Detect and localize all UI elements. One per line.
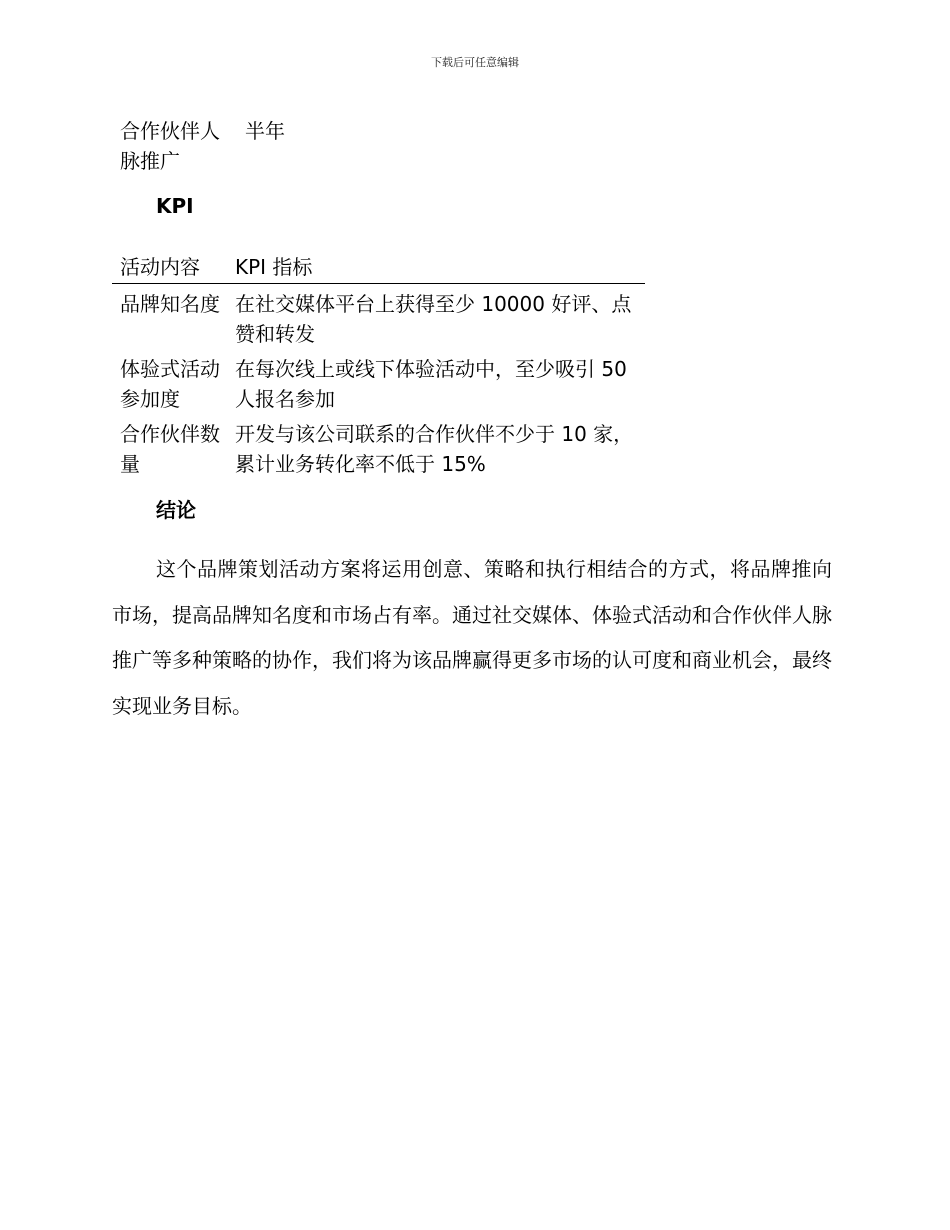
kpi-row-indicator: 在社交媒体平台上获得至少 10000 好评、点赞和转发: [235, 292, 632, 346]
conclusion-paragraph: 这个品牌策划活动方案将运用创意、策略和执行相结合的方式，将品牌推向市场，提高品牌知名度和市场占有率。通过社交媒体、体验式活动和合作伙伴人脉推广等多种策略的协作，我们将为该品牌赢得更多市场的认可度和商业机会，最终实现业务目标。: [112, 557, 832, 718]
kpi-row-content: 体验式活动参加度: [120, 357, 220, 411]
kpi-row-indicator: 开发与该公司联系的合作伙伴不少于 10 家，累计业务转化率不低于 15%: [235, 422, 634, 476]
previous-table-row: [112, 116, 652, 176]
kpi-row-content: 合作伙伴数量: [120, 422, 220, 476]
kpi-header-content: 活动内容: [120, 255, 200, 279]
kpi-header-indicator: KPI 指标: [235, 255, 313, 279]
kpi-table-header: [112, 252, 645, 284]
kpi-table: [112, 252, 645, 479]
table-row: [112, 414, 645, 479]
page-header-note: 下载后可任意编辑: [431, 56, 519, 69]
kpi-heading: KPI: [156, 194, 194, 218]
kpi-row-indicator: 在每次线上或线下体验活动中，至少吸引 50 人报名参加: [235, 357, 627, 411]
table-row: [112, 284, 645, 349]
kpi-row-content: 品牌知名度: [120, 292, 220, 316]
previous-row-activity: 合作伙伴人脉推广: [120, 119, 220, 173]
previous-row-duration: 半年: [245, 119, 285, 143]
conclusion-heading: 结论: [156, 498, 196, 522]
table-row: [112, 349, 645, 414]
